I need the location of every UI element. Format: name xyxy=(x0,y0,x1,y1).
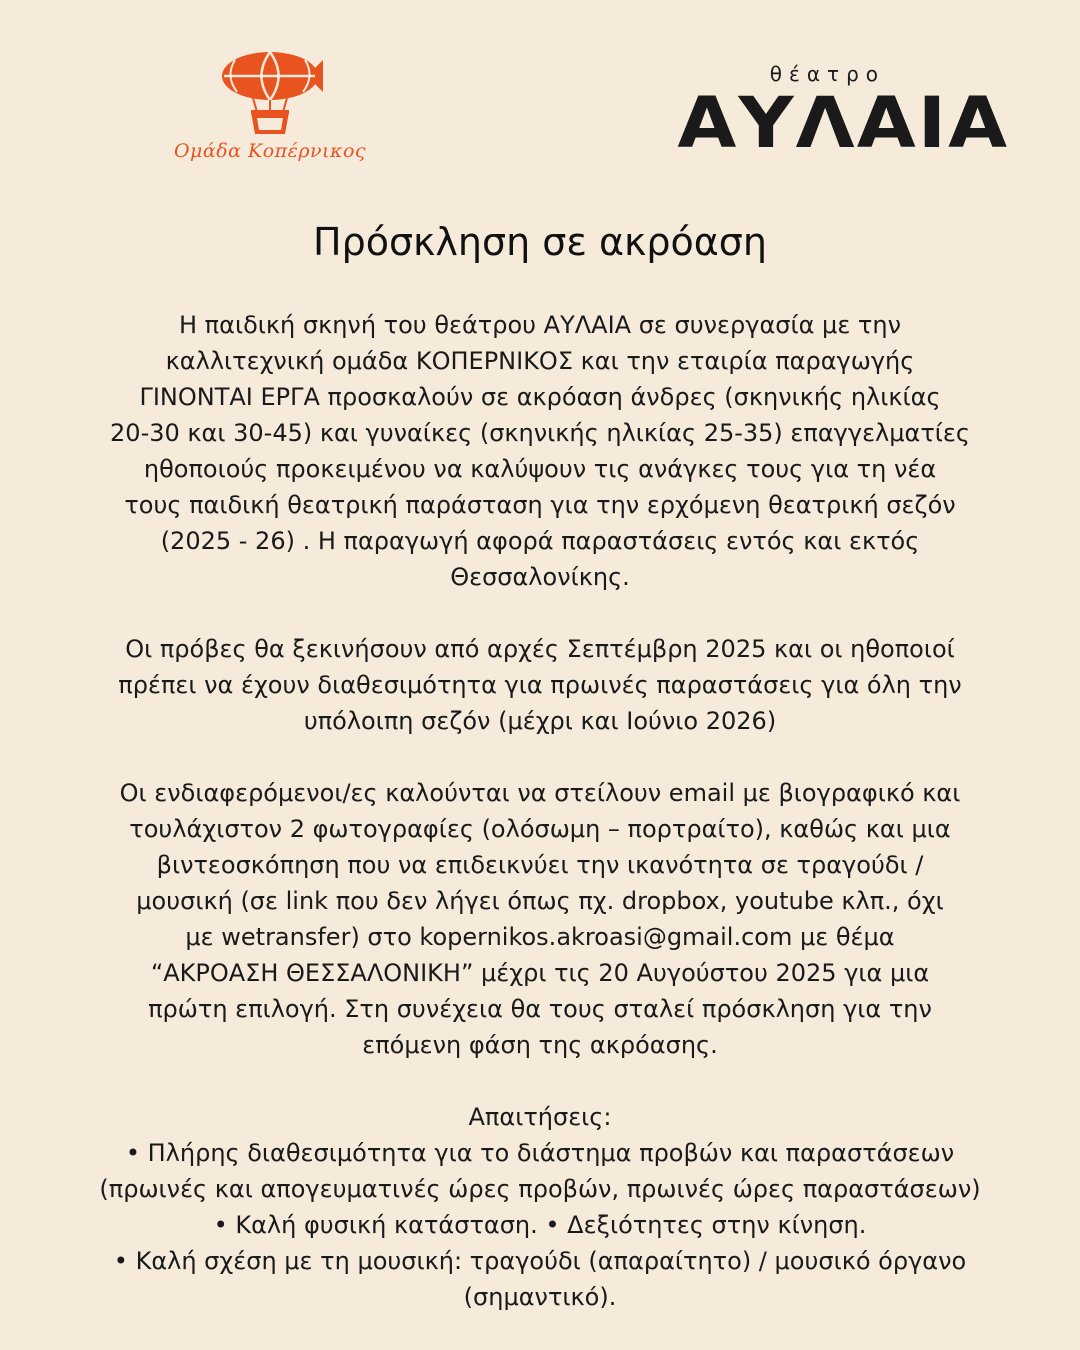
paragraph-line: • Πλήρης διαθεσιμότητα για το διάστημα προβών και παραστάσεων xyxy=(125,1139,955,1167)
paragraph-line: Η παιδική σκηνή του θεάτρου ΑΥΛΑΙΑ σε συνεργασία με την xyxy=(179,311,901,339)
paragraph-line: τουλάχιστον 2 φωτογραφίες (ολόσωμη – πορτραίτο), καθώς και μια xyxy=(129,815,951,843)
avlaia-theatre-logo xyxy=(665,62,1010,164)
paragraph-line: με wetransfer) στο kopernikos.akroasi@gmail.com με θέμα xyxy=(185,923,895,951)
paragraph-line: “ΑΚΡΟΑΣΗ ΘΕΣΣΑΛΟΝΙΚΗ” μέχρι τις 20 Αυγούστου 2025 για μια xyxy=(150,959,930,987)
paragraph-line: ηθοποιούς προκειμένου να καλύψουν τις ανάγκες τους για τη νέα xyxy=(143,455,937,483)
paragraph-line: Απαιτήσεις: xyxy=(468,1103,612,1131)
paragraph-line: 20-30 και 30-45) και γυναίκες (σκηνικής ηλικίας 25-35) επαγγελματίες xyxy=(110,419,970,447)
paragraph-line: πρέπει να έχουν διαθεσιμότητα για πρωινές παραστάσεις για όλη την xyxy=(118,671,962,699)
paragraph-line: καλλιτεχνική ομάδα ΚΟΠΕΡΝΙΚΟΣ και την εταιρία παραγωγής xyxy=(165,347,915,375)
avlaia-kicker: θέατρο xyxy=(769,62,885,86)
paragraph-line: (2025 - 26) . Η παραγωγή αφορά παραστάσεις εντός και εκτός xyxy=(160,527,920,555)
kopernikos-logo xyxy=(170,48,370,176)
paragraph xyxy=(40,1099,1040,1315)
paragraph-line: βιντεοσκόπηση που να επιδεικνύει την ικανότητα σε τραγούδι / xyxy=(156,851,924,879)
paragraph xyxy=(40,307,1040,595)
paragraph-line: Οι πρόβες θα ξεκινήσουν από αρχές Σεπτέμβρη 2025 και οι ηθοποιοί xyxy=(125,635,955,663)
airship-icon xyxy=(215,48,325,140)
paragraph-line: ΓΙΝΟΝΤΑΙ ΕΡΓΑ προσκαλούν σε ακρόαση άνδρες (σκηνικής ηλικίας xyxy=(139,383,941,411)
paragraph-line: Θεσσαλονίκης. xyxy=(450,563,630,591)
paragraph-gap xyxy=(40,1063,1040,1099)
paragraph-line: μουσική (σε link που δεν λήγει όπως πχ. dropbox, youtube κλπ., όχι xyxy=(136,887,944,915)
paragraph-line: υπόλοιπη σεζόν (μέχρι και Ιούνιο 2026) xyxy=(303,707,777,735)
paragraph xyxy=(40,631,1040,739)
kopernikos-logo-text: Ομάδα Κοπέρνικος xyxy=(173,140,367,162)
paragraph-line: • Καλή σχέση με τη μουσική: τραγούδι (απαραίτητο) / μουσικό όργανο xyxy=(113,1247,967,1275)
paragraph-gap xyxy=(40,595,1040,631)
paragraph-line: Οι ενδιαφερόμενοι/ες καλούνται να στείλουν email με βιογραφικό και xyxy=(119,779,961,807)
announcement-body xyxy=(40,307,1040,1315)
paragraph-line: τους παιδική θεατρική παράσταση για την ερχόμενη θεατρική σεζόν xyxy=(124,491,956,519)
paragraph-line: πρώτη επιλογή. Στη συνέχεια θα τους σταλεί πρόσκληση για την xyxy=(148,995,932,1023)
paragraph xyxy=(40,775,1040,1063)
paragraph-gap xyxy=(40,739,1040,775)
paragraph-line: (σημαντικό). xyxy=(463,1283,617,1311)
page-title: Πρόσκληση σε ακρόαση xyxy=(313,220,767,264)
avlaia-name: ΑΥΛΑΙΑ xyxy=(677,82,1010,164)
paragraph-line: • Καλή φυσική κατάσταση. • Δεξιότητες στην κίνηση. xyxy=(213,1211,867,1239)
paragraph-line: επόμενη φάση της ακρόασης. xyxy=(362,1031,718,1059)
paragraph-line: (πρωινές και απογευματινές ώρες προβών, πρωινές ώρες παραστάσεων) xyxy=(99,1175,981,1203)
